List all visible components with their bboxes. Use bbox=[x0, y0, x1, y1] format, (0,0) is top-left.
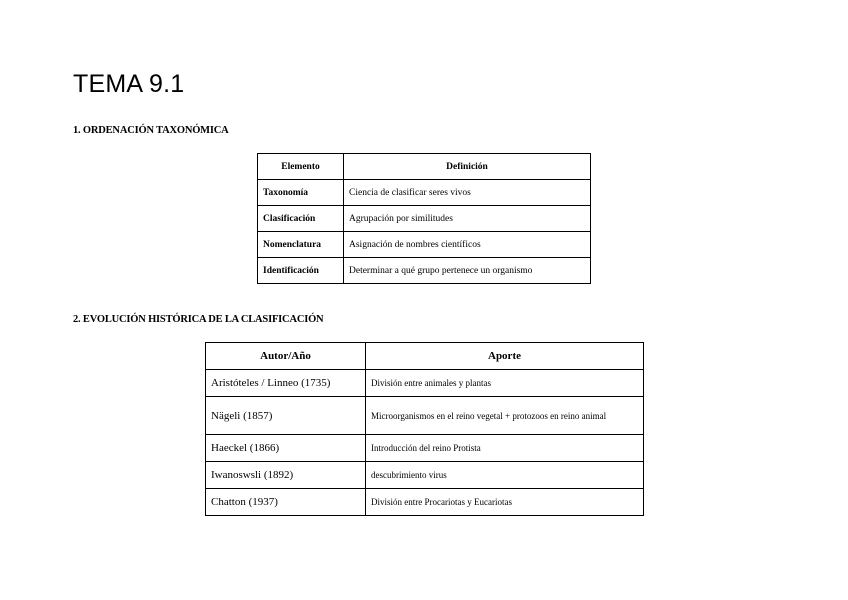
term-cell: Clasificación bbox=[258, 206, 344, 232]
definition-cell: Ciencia de clasificar seres vivos bbox=[344, 180, 591, 206]
author-cell: Iwanoswsli (1892) bbox=[206, 462, 366, 489]
table-header-row bbox=[206, 343, 644, 370]
table-row bbox=[258, 232, 591, 258]
definition-cell: Agrupación por similitudes bbox=[344, 206, 591, 232]
author-cell: Nägeli (1857) bbox=[206, 397, 366, 435]
table-row bbox=[206, 370, 644, 397]
section-heading-taxonomic-order: 1. ORDENACIÓN TAXONÓMICA bbox=[73, 125, 229, 136]
table-row bbox=[206, 462, 644, 489]
contribution-cell: descubrimiento virus bbox=[366, 462, 644, 489]
history-table bbox=[205, 342, 644, 516]
table-row bbox=[258, 206, 591, 232]
term-cell: Nomenclatura bbox=[258, 232, 344, 258]
table-row bbox=[258, 180, 591, 206]
author-cell: Aristóteles / Linneo (1735) bbox=[206, 370, 366, 397]
contribution-cell: Microorganismos en el reino vegetal + protozoos en reino animal bbox=[366, 397, 644, 435]
table-row bbox=[258, 258, 591, 284]
section-heading-historical-evolution: 2. EVOLUCIÓN HISTÓRICA DE LA CLASIFICACIÓN bbox=[73, 314, 324, 325]
term-cell: Taxonomía bbox=[258, 180, 344, 206]
column-header-contribution: Aporte bbox=[366, 343, 644, 370]
author-cell: Haeckel (1866) bbox=[206, 435, 366, 462]
contribution-cell: Introducción del reino Protista bbox=[366, 435, 644, 462]
column-header-definition: Definición bbox=[344, 154, 591, 180]
column-header-element: Elemento bbox=[258, 154, 344, 180]
table-row bbox=[206, 435, 644, 462]
table-header-row bbox=[258, 154, 591, 180]
contribution-cell: División entre Procariotas y Eucariotas bbox=[366, 489, 644, 516]
table-row bbox=[206, 489, 644, 516]
author-cell: Chatton (1937) bbox=[206, 489, 366, 516]
definition-cell: Asignación de nombres científicos bbox=[344, 232, 591, 258]
table-row bbox=[206, 397, 644, 435]
taxonomy-table bbox=[257, 153, 591, 284]
definition-cell: Determinar a qué grupo pertenece un organismo bbox=[344, 258, 591, 284]
column-header-author-year: Autor/Año bbox=[206, 343, 366, 370]
page-title: TEMA 9.1 bbox=[73, 70, 185, 98]
term-cell: Identificación bbox=[258, 258, 344, 284]
contribution-cell: División entre animales y plantas bbox=[366, 370, 644, 397]
